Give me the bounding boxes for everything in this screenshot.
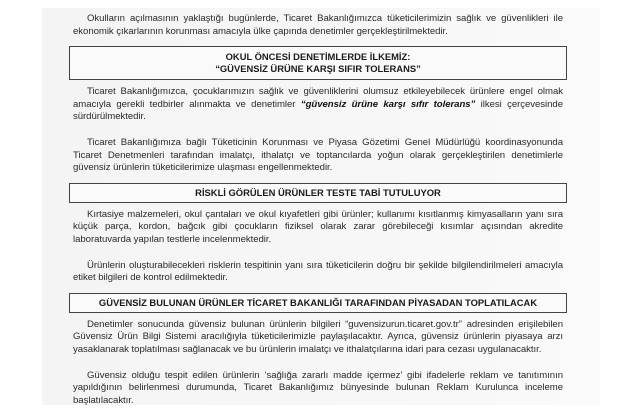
section1-paragraph-2: Ticaret Bakanlığımıza bağlı Tüketicinin Korunması ve Piyasa Gözetimi Genel Müdürlüğü koordinasyonunda Ticaret Denetmenleri tarafından imalatçı, ithalatçı ve toptancılarda yoğun olarak gerçekleştirilen denetimlerle güvensiz ürünlerin tüketicilerimize ulaşması engellenmektedir. (73, 136, 563, 174)
section-heading-okul-oncesi (69, 46, 567, 80)
section3-paragraph-1: Denetimler sonucunda güvensiz bulunan ürünlerin bilgileri “guvensizurun.ticaret.gov.tr” adresinden erişilebilen Güvensiz Ürün Bilgi Sistemi aracılığıyla tüketicilerimizle paylaşılacaktır. Ayrıca, güvensiz ürünlerin piyasaya arzı yasaklanarak toplatılması sağlanacak ve bu ürünlerin imalatçı ve ithalatçılarına idari para cezası uygulanacaktır. (73, 318, 563, 355)
section-heading-guvensiz-urunler: GÜVENSİZ BULUNAN ÜRÜNLER TİCARET BAKANLIĞI TARAFINDAN PİYASADAN TOPLATILACAK (69, 293, 567, 313)
paragraph-text: ilkesi çerçevesinde sürdürülmektedir. (73, 98, 563, 123)
intro-paragraph: Okulların açılmasının yaklaştığı bugünlerde, Ticaret Bakanlığımızca tüketicilerimizin sağlık ve güvenlikleri ile ekonomik çıkarlarının korunması amacıyla ülke çapında denetimler gerçekleştirilmektedir. (73, 13, 563, 37)
section-heading-riskli-urunler: RİSKLİ GÖRÜLEN ÜRÜNLER TESTE TABİ TUTULUYOR (69, 183, 567, 203)
section2-paragraph-1: Kırtasiye malzemeleri, okul çantaları ve okul kıyafetleri gibi ürünler; kullanımı kısıtlanmış kimyasalların yanı sıra küçük parça, kordon, bağcık gibi çocukların fiziksel olarak zarar görebileceği kısımlar açısından akredite laboratuvarda yapılan testlerle incelenmektedir. (73, 208, 563, 245)
document-body (73, 13, 563, 407)
paragraph-text: Ticaret Bakanlığımızca, çocuklarımızın sağlık ve güvenliklerini olumsuz etkileyebilecek ürünlere engel olmak amacıyla gerekli tedbirler alınmakta ve denetimler (73, 86, 563, 110)
section1-paragraph-1 (73, 86, 563, 124)
section-heading-line-2: “GÜVENSİZ ÜRÜNE KARŞI SIFIR TOLERANS” (215, 63, 421, 75)
section3-paragraph-2: Güvensiz olduğu tespit edilen ürünlerin ‘sağlığa zararlı madde içermez’ gibi ifadelerle reklam ve tanıtımının yapıldığının belirlenmesi durumunda, Ticaret Bakanlığımız bünyesinde bulunan Reklam Kurulunca inceleme başlatılacaktır. (73, 369, 563, 406)
section2-paragraph-2: Ürünlerin oluşturabilecekleri risklerin tespitinin yanı sıra tüketicilerin doğru bir şekilde bilgilendirilmeleri amacıyla etiket bilgileri de kontrol edilmektedir. (73, 259, 563, 284)
section-heading-line-1: OKUL ÖNCESİ DENETİMLERDE İLKEMİZ: (225, 51, 411, 63)
emphasis-text: “güvensiz ürüne karşı sıfır tolerans” (300, 98, 476, 110)
